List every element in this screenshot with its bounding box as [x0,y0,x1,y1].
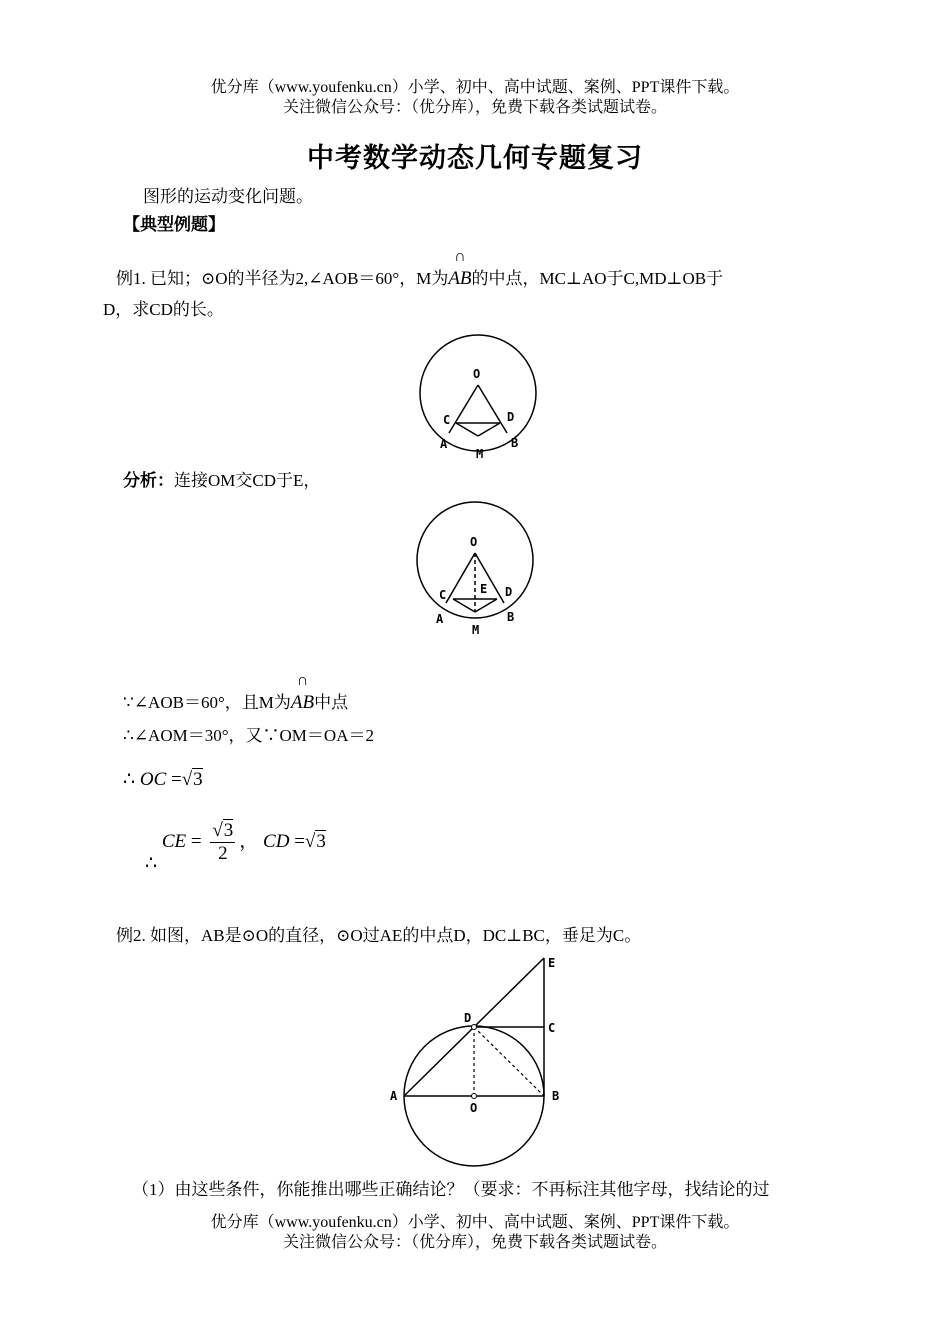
figure1-circle [420,335,536,451]
solution-line1-b: 中点 [314,693,349,712]
figure3-point-o [472,1094,477,1099]
solution-line-1 [123,672,349,714]
figure3-label-o: O [470,1101,478,1115]
section-heading: 【典型例题】 [123,215,225,235]
figure1-line-cm [456,423,478,436]
solution-line1-a: ∵∠AOB＝60°，且M为 [123,693,291,712]
therefore-symbol: ∴ [123,769,136,790]
example1-text-b: 的中点，MC⊥AO于C,MD⊥OB于 [471,269,724,288]
therefore-symbol: ∴ [145,852,158,874]
figure1-label-c: C [443,413,451,427]
equals-sign: = [294,830,305,852]
figure3-label-c: C [548,1021,556,1035]
solution-line-3: ∴ OC =√3 [123,769,203,790]
solution-arc-label: AB [290,692,315,713]
example2-text: 例2. 如图，AB是⊙O的直径，⊙O过AE的中点D，DC⊥BC，垂足为C。 [116,926,642,945]
figure1-line-dm [478,423,500,436]
figure1-label-o: O [473,367,481,381]
example1-figure [410,325,550,465]
cd-root: 3 [316,830,326,852]
example1-line2: D，求CD的长。 [103,300,224,319]
figure2-label-a: A [436,612,444,626]
separator: ， [239,830,259,852]
analysis-line [123,470,320,492]
example1-line1 [116,248,724,290]
example2-figure [385,950,570,1170]
equals-sign: = [190,830,202,852]
figure2-label-e: E [480,582,488,596]
oc-label: OC [139,769,167,790]
figure1-line-oa [449,385,478,433]
figure2-label-b: B [507,610,515,624]
footer-line-1: 优分库（www.youfenku.cn）小学、初中、高中试题、案例、PPT课件下载。 [210,1214,740,1231]
figure3-label-d: D [464,1011,472,1025]
figure3-point-d [472,1025,477,1030]
figure1-label-m: M [476,447,484,461]
figure2-label-m: M [472,623,480,637]
example1-text-a: 例1. 已知；⊙O的半径为2,∠AOB＝60°，M为 [116,269,449,288]
header-line-1: 优分库（www.youfenku.cn）小学、初中、高中试题、案例、PPT课件下载。 [210,79,740,96]
figure2-label-o: O [470,535,478,549]
page-title: 中考数学动态几何专题复习 [307,143,643,174]
header-line-2: 关注微信公众号：（优分库），免费下载各类试题试卷。 [282,99,667,116]
figure2-line-dm [475,599,497,612]
example1-arc [448,248,472,290]
figure3-label-a: A [390,1089,398,1103]
example1-arc-label: AB [448,268,472,289]
figure3-line-db [474,1027,544,1096]
solution-line-4: ∴ CE = $\frac{√3}{2}$ ， CD =√3 [145,820,326,874]
analysis-figure [410,495,550,640]
figure1-label-b: B [511,436,519,450]
figure1-label-a: A [440,437,448,451]
example2-question-1: （1）由这些条件，你能推出哪些正确结论？（要求：不再标注其他字母，找结论的过 [132,1180,770,1199]
figure3-label-e: E [548,956,556,970]
figure2-line-oa [446,553,475,603]
ce-label: CE [161,830,187,852]
arc-symbol: ∩ [296,672,309,689]
figure1-label-d: D [507,410,515,424]
ce-fraction: $\frac{√3}{2}$ [212,820,234,864]
solution-arc [290,672,315,714]
figure3-label-b: B [552,1089,560,1103]
oc-root: 3 [193,769,203,790]
figure2-label-c: C [439,588,447,602]
figure2-label-d: D [505,585,513,599]
figure2-line-cm [453,599,475,612]
analysis-label: 分析： [123,471,174,491]
cd-label: CD [263,830,290,852]
figure1-line-ob [478,385,507,433]
ce-denominator: 2 [218,843,228,864]
analysis-text: 连接OM交CD于E， [174,471,321,490]
arc-symbol: ∩ [454,248,466,265]
intro-text: 图形的运动变化问题。 [143,187,313,206]
footer-line-2: 关注微信公众号：（优分库），免费下载各类试题试卷。 [282,1234,667,1251]
solution-line-2: ∴∠AOM＝30°，又∵OM＝OA＝2 [123,726,374,745]
ce-numerator-root: 3 [223,820,234,841]
equals-sign: = [171,769,182,790]
